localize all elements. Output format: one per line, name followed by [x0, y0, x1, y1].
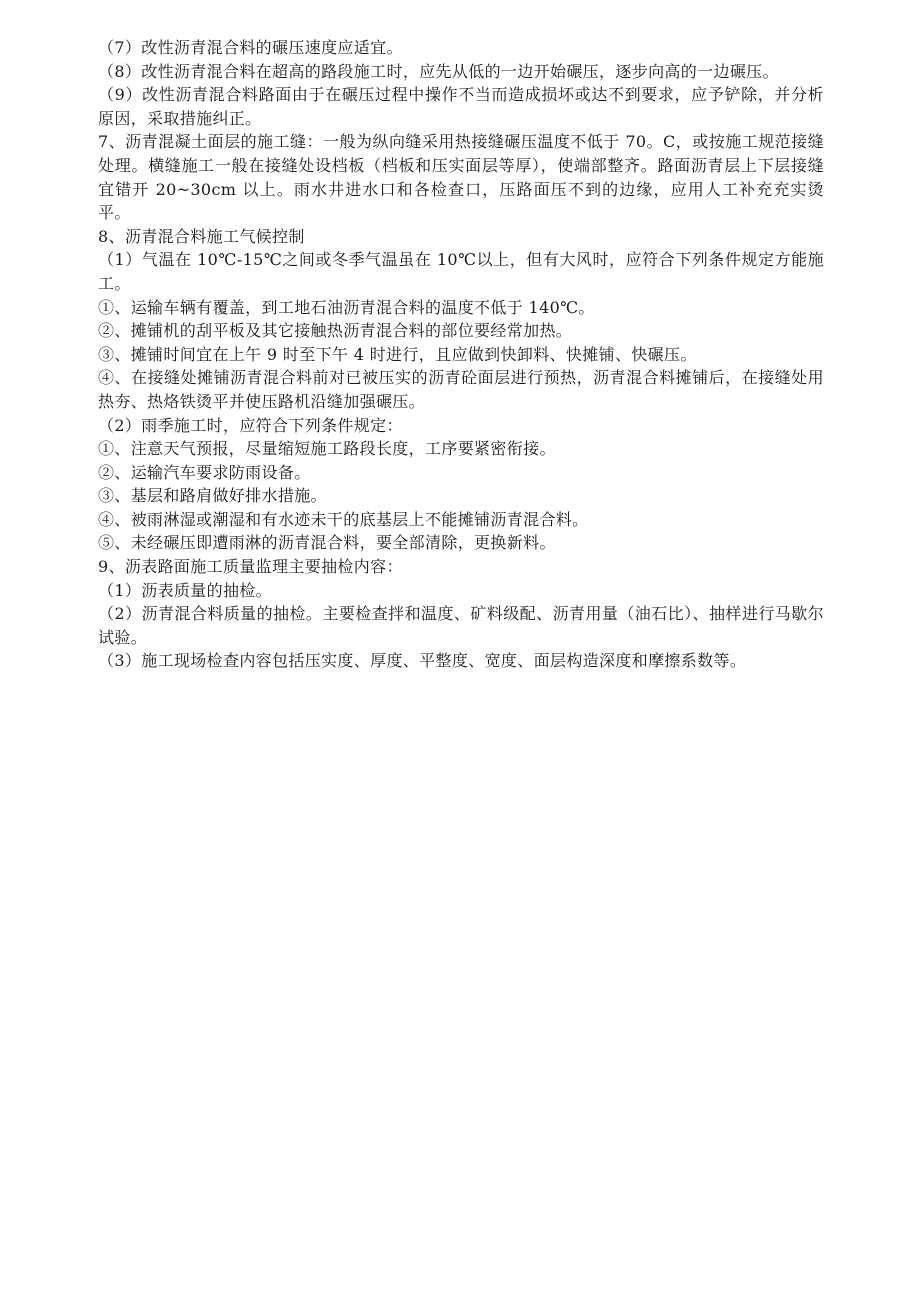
list-item-weather-2-a: ①、注意天气预报，尽量缩短施工路段长度，工序要紧密衔接。 [98, 439, 556, 459]
list-item-weather-1-c: ③、摊铺时间宜在上午 9 时至下午 4 时进行，且应做到快卸料、快摊铺、快碾压。 [98, 344, 697, 364]
paragraph-weather-1: （1）气温在 10℃-15℃之间或冬季气温虽在 10℃以上，但有大风时，应符合下列条件规定方能施工。 [98, 250, 824, 293]
paragraph-item-7-speed: （7）改性沥青混合料的碾压速度应适宜。 [98, 38, 403, 57]
paragraph-inspection-1: （1）沥表质量的抽检。 [98, 580, 273, 600]
paragraph-inspection-2: （2）沥青混合料质量的抽检。主要检查拌和温度、矿料级配、沥青用量（油石比）、抽样进行马歇尔试验。 [98, 604, 824, 647]
list-item-weather-1-d: ④、在接缝处摊铺沥青混合料前对已被压实的沥青砼面层进行预热，沥青混合料摊铺后，在接缝处用热夯、热烙铁烫平并使压路机沿缝加强碾压。 [98, 368, 824, 411]
paragraph-item-9-defects: （9）改性沥青混合料路面由于在碾压过程中操作不当而造成损坏或达不到要求，应予铲除，并分析原因，采取措施纠正。 [98, 85, 824, 128]
list-item-weather-1-b: ②、摊铺机的刮平板及其它接触热沥青混合料的部位要经常加热。 [98, 321, 573, 341]
document-body [98, 36, 824, 673]
list-item-weather-2-d: ④、被雨淋湿或潮湿和有水迹未干的底基层上不能摊铺沥青混合料。 [98, 509, 589, 529]
section-heading-9-inspection: 9、沥表路面施工质量监理主要抽检内容： [98, 557, 403, 577]
paragraph-inspection-3: （3）施工现场检查内容包括压实度、厚度、平整度、宽度、面层构造深度和摩擦系数等。 [98, 651, 747, 671]
list-item-weather-1-a: ①、运输车辆有覆盖，到工地石油沥青混合料的温度不低于 140℃。 [98, 297, 595, 317]
paragraph-item-8-superelevation: （8）改性沥青混合料在超高的路段施工时，应先从低的一边开始碾压，逐步向高的一边碾压。 [98, 61, 779, 81]
section-heading-8-weather: 8、沥青混合料施工气候控制 [98, 226, 305, 246]
paragraph-weather-2: （2）雨季施工时，应符合下列条件规定： [98, 415, 403, 435]
list-item-weather-2-b: ②、运输汽车要求防雨设备。 [98, 462, 311, 482]
list-item-weather-2-e: ⑤、未经碾压即遭雨淋的沥青混合料，要全部清除，更换新料。 [98, 533, 556, 553]
paragraph-section-7-joints: 7、沥青混凝土面层的施工缝：一般为纵向缝采用热接缝碾压温度不低于 70。C，或按施工规范接缝处理。横缝施工一般在接缝处设档板（档板和压实面层等厚），使端部整齐。路面沥青层上下层接缝宜错开 20~30cm 以上。雨水井进水口和各检查口，压路面压不到的边缘，应用人工补充充实烫平。 [98, 132, 824, 223]
list-item-weather-2-c: ③、基层和路肩做好排水措施。 [98, 486, 327, 506]
